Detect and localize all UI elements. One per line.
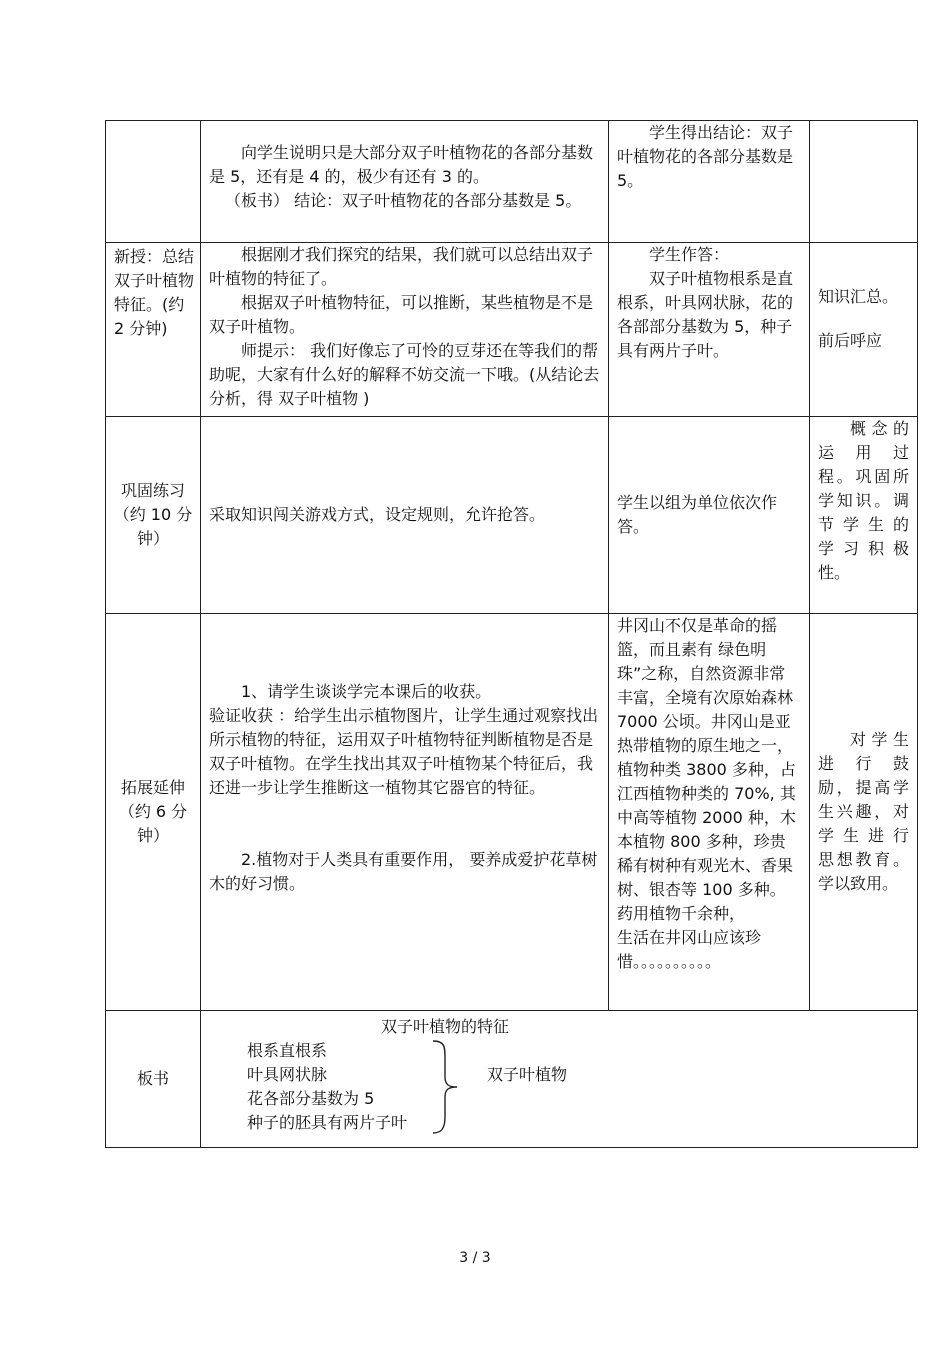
teacher-text: 采取知识闯关游戏方式，设定规则，允许抢答。 bbox=[209, 505, 546, 524]
student-activity-cell bbox=[609, 417, 810, 614]
blackboard-item: 根系直根系 bbox=[247, 1041, 328, 1060]
teacher-text: 根据刚才我们探究的结果，我们就可以总结出双子叶植物的特征了。 bbox=[209, 245, 594, 288]
stage-label: 巩固练习（约 10 分钟） bbox=[113, 481, 193, 548]
intent-text: 概 念 的 运 用 过 程。巩固所学知识。调 节 学 生 的 学 习 积 极 性。 bbox=[818, 419, 909, 582]
teacher-text: （板书） 结论：双子叶植物花的各部分基数是 5。 bbox=[225, 191, 582, 210]
blackboard-result: 双子叶植物 bbox=[487, 1065, 568, 1084]
curly-brace-icon bbox=[431, 1039, 461, 1135]
teacher-activity-cell bbox=[201, 614, 609, 1011]
stage-label: 新授：总结双子叶植物特征。(约 2 分钟) bbox=[114, 247, 195, 338]
student-text: 学生作答： bbox=[649, 245, 730, 264]
blackboard-items bbox=[247, 1039, 407, 1135]
teacher-text: 1、请学生谈谈学完本课后的收获。 bbox=[241, 682, 492, 701]
teacher-text: 向学生说明只是大部分双子叶植物花的各部分基数是 5，还有是 4 的，极少有还有 3 的。 bbox=[209, 143, 594, 186]
student-activity-cell bbox=[609, 121, 810, 243]
stage-cell bbox=[106, 614, 201, 1011]
teacher-text: 师提示： 我们好像忘了可怜的豆芽还在等我们的帮助呢，大家有什么好的解释不妨交流一下哦。(从结论去分析，得 双子叶植物 ) bbox=[209, 341, 600, 408]
stage-cell bbox=[106, 1011, 201, 1148]
stage-cell bbox=[106, 243, 201, 417]
student-activity-cell bbox=[609, 614, 810, 1011]
student-text: 学生以组为单位依次作答。 bbox=[617, 493, 778, 536]
teacher-text: 2.植物对于人类具有重要作用， 要养成爱护花草树木的好习惯。 bbox=[209, 850, 598, 893]
blackboard-cell bbox=[201, 1011, 918, 1148]
stage-cell bbox=[106, 121, 201, 243]
blackboard-title: 双子叶植物的特征 bbox=[381, 1017, 510, 1036]
stage-label: 板书 bbox=[136, 1069, 169, 1088]
stage-cell bbox=[106, 417, 201, 614]
table-row-blackboard bbox=[106, 1011, 918, 1148]
intent-text: 前后呼应 bbox=[818, 331, 883, 350]
design-intent-cell bbox=[810, 614, 918, 1011]
blackboard-item: 种子的胚具有两片子叶 bbox=[247, 1113, 408, 1132]
teacher-activity-cell bbox=[201, 417, 609, 614]
student-text: 生活在井冈山应该珍惜。。。。。。。。。。 bbox=[617, 928, 762, 971]
blackboard-item: 叶具网状脉 bbox=[247, 1065, 328, 1084]
design-intent-cell bbox=[810, 417, 918, 614]
student-text: 双子叶植物根系是直根系，叶具网状脉，花的各部部分基数为 5，种子具有两片子叶。 bbox=[617, 269, 794, 360]
student-text: 井冈山不仅是革命的摇篮，而且素有 绿色明珠”之称，自然资源非常丰富，全境有次原始森林 7000 公顷。井冈山是亚热带植物的原生地之一，植物种类 3800 多种，占江西植物种类的 70%, 其中高等植物 2000 种，木本植物 800 多种，珍贵稀有树种有观光木、香果树、银杏等 100 多种。药用植物千余种， bbox=[617, 616, 796, 923]
intent-text: 知识汇总。 bbox=[818, 287, 899, 306]
intent-text: 对 学 生 进 行 鼓 励，提高学 生兴趣，对 学 生 进 行 思想教育。学以致用。 bbox=[818, 730, 909, 893]
student-text: 学生得出结论：双子叶植物花的各部分基数是 5。 bbox=[617, 123, 794, 190]
stage-label: 拓展延伸（约 6 分钟） bbox=[118, 778, 188, 845]
table-row-extension bbox=[106, 614, 918, 1011]
teacher-activity-cell bbox=[201, 243, 609, 417]
table-row-new-lesson bbox=[106, 243, 918, 417]
teacher-activity-cell bbox=[201, 121, 609, 243]
table-row-conclusion bbox=[106, 121, 918, 243]
page-number: 3 / 3 bbox=[459, 1250, 491, 1266]
blackboard-item: 花各部分基数为 5 bbox=[247, 1089, 375, 1108]
table-row-practice bbox=[106, 417, 918, 614]
lesson-plan-table bbox=[105, 120, 918, 1148]
student-activity-cell bbox=[609, 243, 810, 417]
design-intent-cell bbox=[810, 243, 918, 417]
design-intent-cell bbox=[810, 121, 918, 243]
teacher-text: 根据双子叶植物特征，可以推断，某些植物是不是双子叶植物。 bbox=[209, 293, 594, 336]
teacher-text: 验证收获 ：给学生出示植物图片，让学生通过观察找出所示植物的特征，运用双子叶植物特征判断植物是否是双子叶植物。在学生找出其双子叶植物某个特征后，我还进一步让学生推断这一植物其它器官的特征。 bbox=[209, 706, 599, 797]
